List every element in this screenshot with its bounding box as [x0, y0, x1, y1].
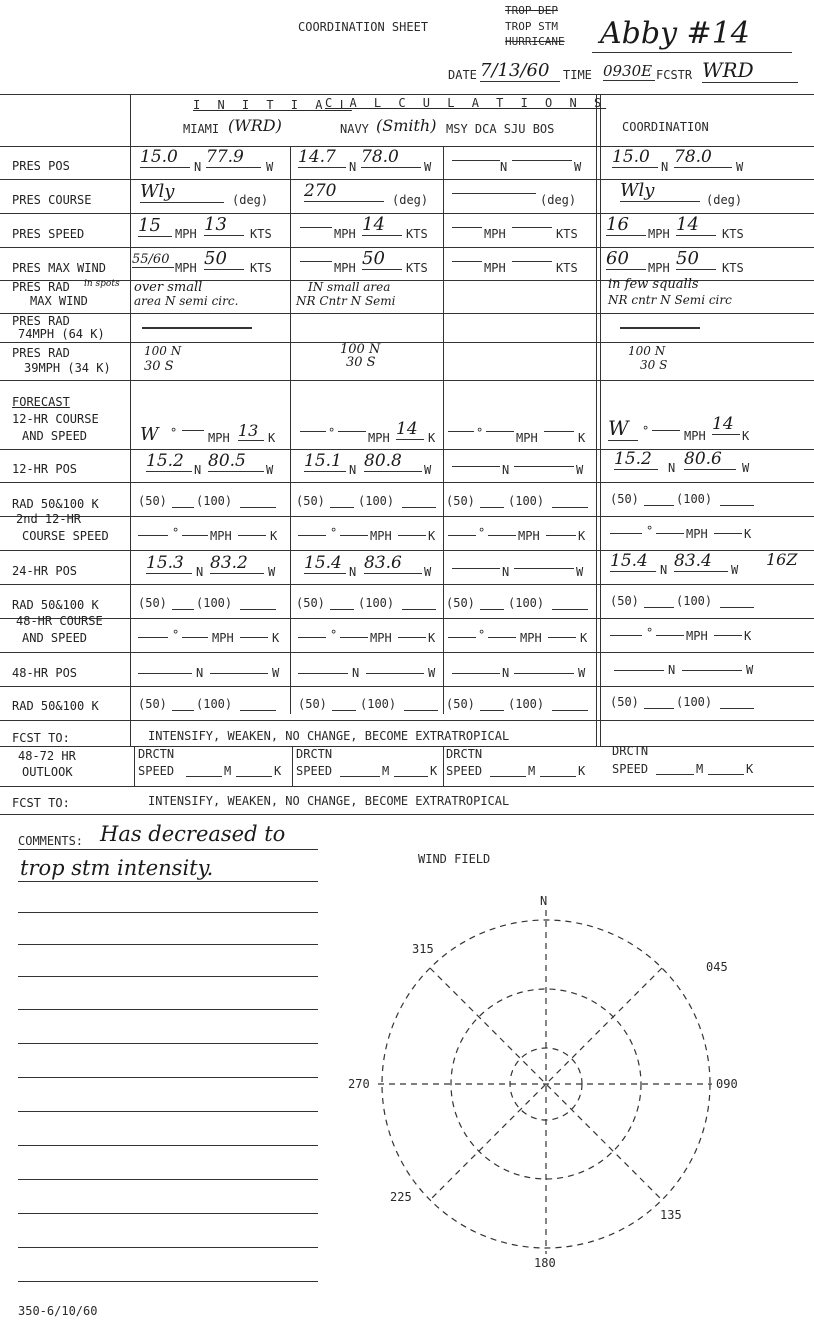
row-outlook-2: OUTLOOK: [22, 765, 73, 779]
coord-pos-w: 78.0: [674, 147, 732, 168]
miami-rad39-s: 30 S: [144, 359, 174, 374]
row-rad-3: RAD 50&100 K: [12, 699, 99, 713]
storm-name: Abby #14: [600, 16, 750, 51]
storm-type-trop-stm: TROP STM: [505, 20, 558, 33]
comments-label: COMMENTS:: [18, 834, 84, 848]
unit-deg: (deg): [232, 193, 269, 207]
rad100: (100): [508, 697, 545, 711]
miami-pos12-w: 80.5: [208, 451, 264, 472]
miami-pos24-w: 83.2: [210, 553, 264, 574]
unit-mph: MPH: [648, 227, 670, 241]
compass-135: 135: [660, 1208, 682, 1222]
outlook-speed: SPEED: [446, 764, 483, 778]
unit-n: N: [500, 160, 508, 174]
coord-pos12-w: 80.6: [684, 449, 736, 470]
row-rad-2: RAD 50&100 K: [12, 598, 99, 612]
unit-n: N: [349, 463, 357, 477]
coord-rad39-n: 100 N: [628, 344, 666, 358]
unit-w: W: [574, 160, 582, 174]
unit-k: K: [578, 431, 586, 445]
coord-pos12-n: 15.2: [614, 449, 658, 470]
page-title: COORDINATION SHEET: [298, 20, 429, 34]
row-pres-rad-max-1: PRES RAD: [12, 280, 70, 294]
unit-w: W: [428, 666, 436, 680]
unit-w: W: [268, 565, 276, 579]
unit-w: W: [576, 463, 584, 477]
unit-w: W: [576, 565, 584, 579]
unit-kts: KTS: [250, 227, 272, 241]
unit-mph: MPH: [370, 631, 392, 645]
unit-n: N: [196, 565, 204, 579]
miami-maxwind-mph: 55/60: [132, 252, 174, 268]
row-pres-rad-74-1: PRES RAD: [12, 314, 70, 328]
unit-k: K: [580, 631, 588, 645]
rad100: (100): [196, 494, 233, 508]
unit-k: K: [272, 631, 280, 645]
row-pos12: 12-HR POS: [12, 462, 78, 476]
miami-forecaster: (WRD): [228, 116, 282, 135]
unit-mph: MPH: [334, 227, 356, 241]
miami-speed-mph: 15: [138, 215, 172, 237]
miami-header: MIAMI: [183, 122, 220, 136]
coord-pos-n: 15.0: [612, 147, 658, 168]
navy-pos-w: 78.0: [361, 147, 421, 168]
deg-symbol: °: [642, 424, 650, 438]
navy-pos12-n: 15.1: [304, 451, 346, 472]
row-pres-rad-39-2: 39MPH (34 K): [24, 361, 111, 375]
unit-mph: MPH: [175, 261, 197, 275]
unit-n: N: [661, 160, 669, 174]
unit-deg: (deg): [706, 193, 743, 207]
unit-w: W: [736, 160, 744, 174]
fcstr-value: WRD: [702, 58, 798, 83]
rad50: (50): [138, 596, 167, 610]
rad100: (100): [360, 697, 397, 711]
navy-pos24-n: 15.4: [304, 553, 346, 574]
miami-pos-w: 77.9: [206, 147, 261, 168]
comments-line-2: trop stm intensity.: [20, 856, 214, 880]
unit-k: K: [578, 529, 586, 543]
unit-k: K: [428, 529, 436, 543]
unit-n: N: [349, 565, 357, 579]
compass-090: 090: [716, 1077, 738, 1091]
miami-speed-kts: 13: [204, 214, 244, 236]
unit-n: N: [196, 666, 204, 680]
coord-radmax-line1: in few squalls: [608, 277, 699, 292]
unit-n: N: [502, 565, 510, 579]
rad100: (100): [676, 695, 713, 709]
unit-n: N: [660, 563, 668, 577]
comments-line-1: Has decreased to: [100, 822, 286, 846]
wind-field-title: WIND FIELD: [418, 852, 491, 866]
miami-fc12-dir: W: [140, 424, 159, 445]
storm-type-hurricane: HURRICANE: [505, 35, 565, 48]
coordination-header: COORDINATION: [622, 120, 709, 134]
unit-k: K: [744, 629, 752, 643]
deg-symbol: °: [476, 426, 484, 440]
unit-mph: MPH: [686, 527, 708, 541]
unit-m: M: [528, 764, 536, 778]
unit-k: K: [274, 764, 282, 778]
miami-radmax-note: in spots: [84, 279, 120, 289]
unit-m: M: [696, 762, 704, 776]
miami-radmax-line2: area N semi circ.: [134, 294, 239, 308]
miami-rad39-n: 100 N: [144, 344, 182, 358]
compass-225: 225: [390, 1190, 412, 1204]
row-pos48: 48-HR POS: [12, 666, 78, 680]
pos24-time-note: 16Z: [766, 550, 798, 569]
row-fc2nd-2: COURSE SPEED: [22, 529, 109, 543]
navy-radmax-line1: IN small area: [308, 280, 391, 294]
outlook-speed: SPEED: [296, 764, 333, 778]
unit-w: W: [266, 463, 274, 477]
deg-symbol: °: [646, 626, 654, 640]
unit-kts: KTS: [250, 261, 272, 275]
navy-fc12-k: 14: [396, 419, 424, 440]
unit-w: W: [424, 463, 432, 477]
miami-maxwind-kts: 50: [204, 248, 244, 270]
miami-fc12-k: 13: [238, 421, 264, 441]
outlook-speed: SPEED: [138, 764, 175, 778]
row-fc2nd-1: 2nd 12-HR: [16, 512, 82, 526]
navy-rad39-n: 100 N: [340, 342, 381, 357]
navy-forecaster: (Smith): [376, 116, 437, 135]
unit-mph: MPH: [208, 431, 230, 445]
unit-mph: MPH: [370, 529, 392, 543]
navy-pos12-w: 80.8: [364, 451, 422, 472]
miami-pos12-n: 15.2: [146, 451, 192, 472]
row-fcst-to: FCST TO:: [12, 731, 70, 745]
unit-n: N: [194, 463, 202, 477]
calculations-header: C A L C U L A T I O N S: [325, 96, 607, 110]
date-value: 7/13/60: [480, 60, 560, 82]
navy-header: NAVY: [340, 122, 369, 136]
row-fc12-2: AND SPEED: [22, 429, 88, 443]
coord-speed-mph: 16: [606, 214, 646, 236]
unit-mph: MPH: [210, 529, 232, 543]
coord-radmax-line2: NR cntr N Semi circ: [608, 293, 732, 307]
row-pres-pos: PRES POS: [12, 159, 70, 173]
row-fc48-2: AND SPEED: [22, 631, 88, 645]
unit-n: N: [352, 666, 360, 680]
rad100: (100): [196, 596, 233, 610]
navy-pos24-w: 83.6: [364, 553, 422, 574]
coord-maxwind-mph: 60: [606, 248, 646, 270]
unit-w: W: [742, 461, 750, 475]
coord-maxwind-kts: 50: [676, 248, 716, 270]
row-fc48-1: 48-HR COURSE: [16, 614, 103, 628]
navy-speed-kts: 14: [362, 214, 402, 236]
unit-mph: MPH: [334, 261, 356, 275]
coord-speed-kts: 14: [676, 214, 716, 236]
unit-n: N: [502, 463, 510, 477]
deg-symbol: °: [172, 628, 180, 642]
unit-k: K: [430, 764, 438, 778]
unit-m: M: [382, 764, 390, 778]
unit-k: K: [746, 762, 754, 776]
unit-n: N: [668, 461, 676, 475]
unit-kts: KTS: [406, 227, 428, 241]
rad50: (50): [610, 695, 639, 709]
navy-rad39-s: 30 S: [346, 355, 376, 370]
unit-k: K: [270, 529, 278, 543]
outlook-drctn: DRCTN: [446, 747, 483, 761]
coord-pos24-w: 83.4: [674, 551, 728, 572]
row-fc12-1: 12-HR COURSE: [12, 412, 99, 426]
rad50: (50): [446, 596, 475, 610]
rad50: (50): [138, 697, 167, 711]
unit-kts: KTS: [556, 227, 578, 241]
rad50: (50): [138, 494, 167, 508]
rad50: (50): [298, 697, 327, 711]
unit-w: W: [731, 563, 739, 577]
deg-symbol: °: [478, 526, 486, 540]
row-pres-rad-max-2: MAX WIND: [30, 294, 88, 308]
deg-symbol: °: [328, 426, 336, 440]
row-forecast: FORECAST: [12, 395, 70, 409]
others-header: MSY DCA SJU BOS: [446, 122, 555, 136]
deg-symbol: °: [646, 524, 654, 538]
row-rad-1: RAD 50&100 K: [12, 497, 99, 511]
time-label: TIME: [563, 68, 592, 82]
miami-radmax-line1: over small: [134, 280, 203, 295]
unit-w: W: [424, 565, 432, 579]
unit-mph: MPH: [484, 261, 506, 275]
row-fcst-to-2: FCST TO:: [12, 796, 70, 810]
rad50: (50): [296, 596, 325, 610]
outlook-drctn: DRCTN: [296, 747, 333, 761]
unit-k: K: [268, 431, 276, 445]
unit-n: N: [349, 160, 357, 174]
unit-k: K: [744, 527, 752, 541]
compass-315: 315: [412, 942, 434, 956]
deg-symbol: °: [330, 526, 338, 540]
unit-n: N: [668, 663, 676, 677]
row-pres-max-wind: PRES MAX WIND: [12, 261, 106, 275]
time-value: 0930E: [603, 62, 655, 81]
unit-kts: KTS: [722, 261, 744, 275]
unit-mph: MPH: [684, 429, 706, 443]
rad100: (100): [676, 594, 713, 608]
unit-w: W: [266, 160, 274, 174]
row-pres-course: PRES COURSE: [12, 193, 92, 207]
unit-n: N: [502, 666, 510, 680]
unit-k: K: [428, 631, 436, 645]
coord-pos24-n: 15.4: [610, 551, 656, 572]
unit-mph: MPH: [520, 631, 542, 645]
unit-deg: (deg): [392, 193, 429, 207]
unit-mph: MPH: [484, 227, 506, 241]
unit-mph: MPH: [648, 261, 670, 275]
navy-course: 270: [304, 181, 384, 202]
rad50: (50): [446, 494, 475, 508]
rad100: (100): [358, 596, 395, 610]
unit-w: W: [272, 666, 280, 680]
fcst-options-1: INTENSIFY, WEAKEN, NO CHANGE, BECOME EXTRATROPICAL: [148, 729, 510, 743]
rad50: (50): [446, 697, 475, 711]
form-number: 350-6/10/60: [18, 1304, 98, 1318]
rad100: (100): [676, 492, 713, 506]
unit-m: M: [224, 764, 232, 778]
row-pres-rad-39-1: PRES RAD: [12, 346, 70, 360]
row-pres-rad-74-2: 74MPH (64 K): [18, 327, 105, 341]
unit-kts: KTS: [556, 261, 578, 275]
miami-pos-n: 15.0: [140, 147, 190, 168]
fcstr-label: FCSTR: [656, 68, 693, 82]
row-outlook-1: 48-72 HR: [18, 749, 76, 763]
unit-k: K: [578, 764, 586, 778]
unit-w: W: [578, 666, 586, 680]
unit-mph: MPH: [516, 431, 538, 445]
unit-deg: (deg): [540, 193, 577, 207]
miami-course: Wly: [140, 181, 224, 203]
compass-270: 270: [348, 1077, 370, 1091]
unit-w: W: [746, 663, 754, 677]
coord-course: Wly: [620, 180, 700, 202]
unit-kts: KTS: [722, 227, 744, 241]
unit-k: K: [742, 429, 750, 443]
coord-fc12-dir: W: [608, 416, 638, 441]
row-pos24: 24-HR POS: [12, 564, 78, 578]
rad100: (100): [358, 494, 395, 508]
unit-k: K: [428, 431, 436, 445]
outlook-drctn: DRCTN: [612, 744, 649, 758]
unit-mph: MPH: [368, 431, 390, 445]
navy-maxwind-mph: 50: [362, 248, 402, 270]
fcst-options-2: INTENSIFY, WEAKEN, NO CHANGE, BECOME EXTRATROPICAL: [148, 794, 510, 808]
miami-pos24-n: 15.3: [146, 553, 192, 574]
storm-type-trop-dep: TROP DEP: [505, 4, 558, 17]
unit-mph: MPH: [175, 227, 197, 241]
navy-pos-n: 14.7: [298, 147, 346, 168]
rad50: (50): [610, 594, 639, 608]
deg-symbol: °: [172, 526, 180, 540]
unit-kts: KTS: [406, 261, 428, 275]
rad100: (100): [196, 697, 233, 711]
rad100: (100): [508, 596, 545, 610]
deg-symbol: °: [170, 426, 178, 440]
outlook-drctn: DRCTN: [138, 747, 175, 761]
coord-rad39-s: 30 S: [640, 358, 668, 372]
unit-mph: MPH: [518, 529, 540, 543]
row-pres-speed: PRES SPEED: [12, 227, 85, 241]
deg-symbol: °: [330, 628, 338, 642]
outlook-speed: SPEED: [612, 762, 649, 776]
compass-045: 045: [706, 960, 728, 974]
rad100: (100): [508, 494, 545, 508]
initial-header: I N I T I A L: [193, 98, 352, 112]
unit-w: W: [424, 160, 432, 174]
unit-mph: MPH: [212, 631, 234, 645]
unit-n: N: [194, 160, 202, 174]
navy-radmax-line2: NR Cntr N Semi: [296, 294, 396, 308]
compass-180: 180: [534, 1256, 556, 1270]
coord-fc12-k: 14: [712, 414, 740, 435]
date-label: DATE: [448, 68, 477, 82]
deg-symbol: °: [478, 628, 486, 642]
compass-n: N: [540, 894, 548, 908]
rad50: (50): [296, 494, 325, 508]
rad50: (50): [610, 492, 639, 506]
unit-mph: MPH: [686, 629, 708, 643]
